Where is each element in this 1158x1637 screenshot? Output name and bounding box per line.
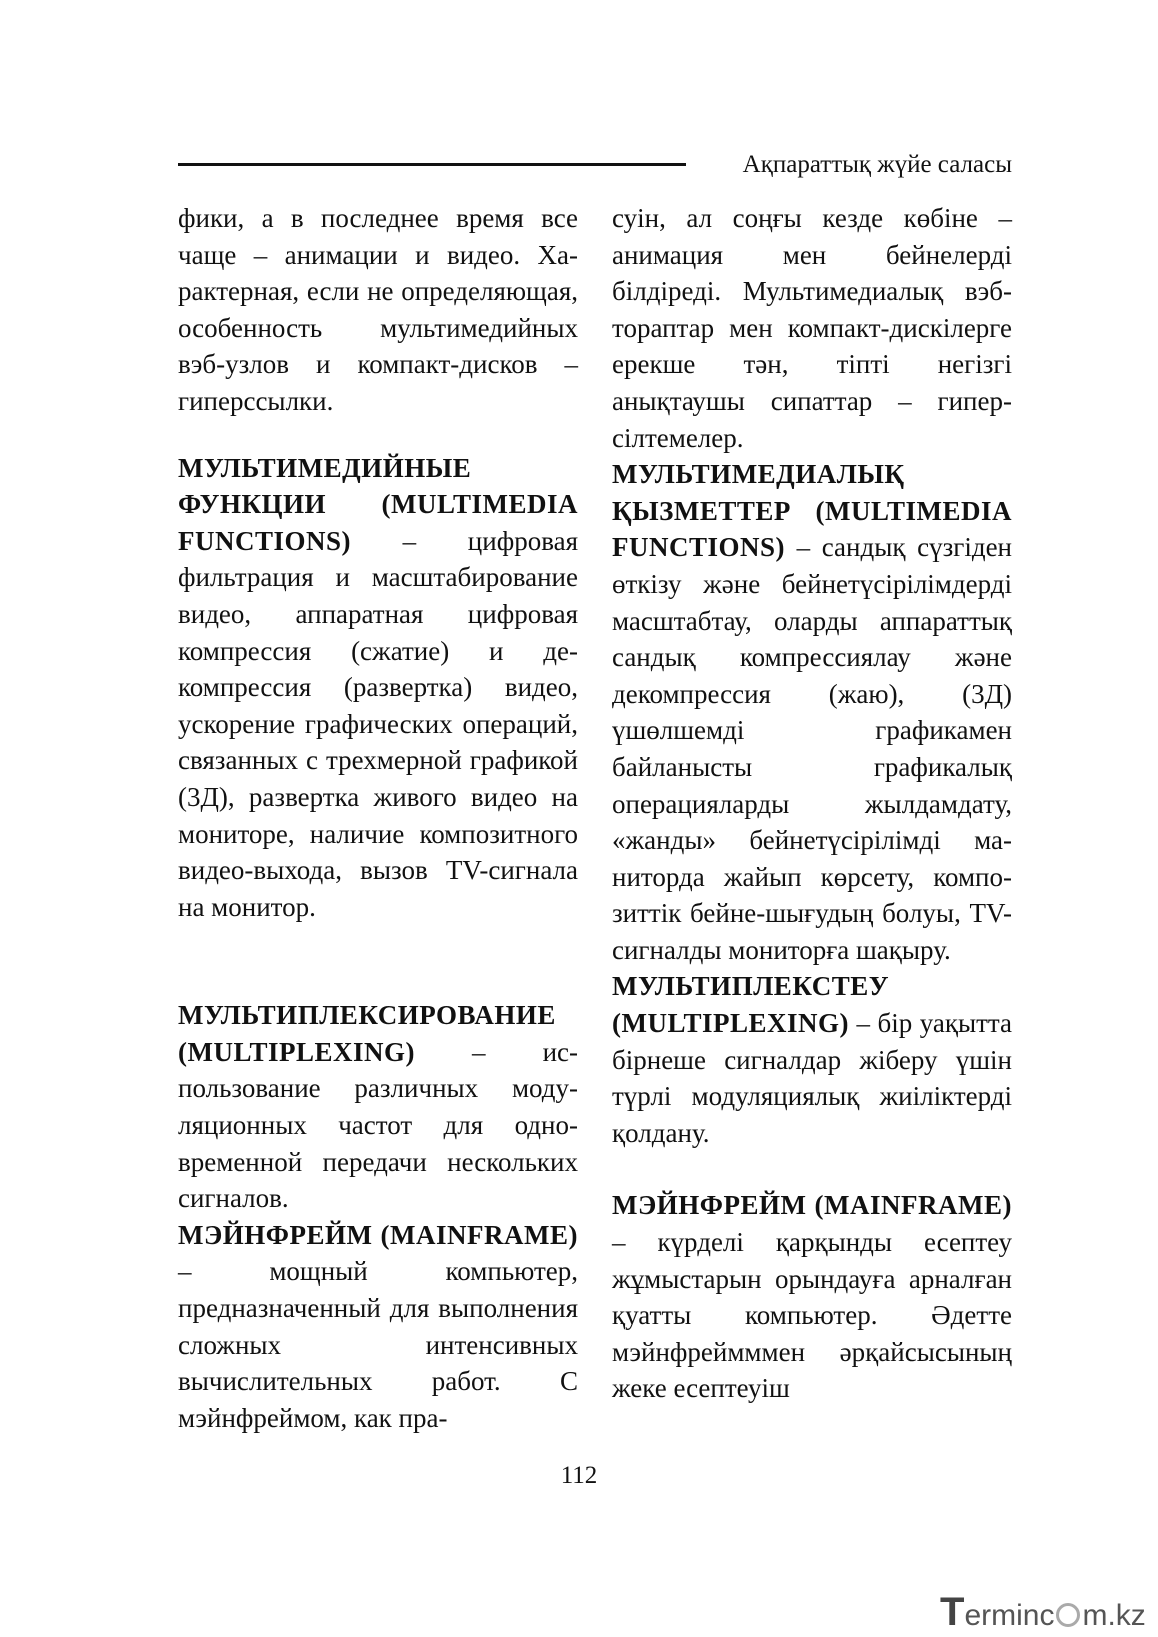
running-head — [178, 150, 1012, 180]
header-rule — [178, 163, 686, 166]
left-paragraph-continuation: фики, а в последнее время все чаще – анимации и видео. Характерная, если не определяющая, особенность мультимедийных вэб-узлов и компакт-дисков – гиперссылки. — [178, 203, 578, 416]
watermark-initial: T — [940, 1590, 965, 1634]
entry-term: МУЛЬТИПЛЕКСИРОВАНИЕ (MULTIPLEXING) — [178, 1000, 556, 1067]
right-entry-multiplexing — [612, 968, 1012, 1151]
right-entry-mainframe — [612, 1187, 1012, 1407]
watermark-logo — [940, 1590, 1146, 1635]
left-entry-multimedia-functions — [178, 450, 578, 926]
left-entry-multiplexing — [178, 997, 578, 1217]
right-column — [612, 200, 1012, 1407]
entry-definition: – мощный компьютер, предназначенный для выполнения сложных интенсивных вычислительных работ. С мэйнфреймом, как пра- — [178, 1256, 578, 1433]
page-number: 112 — [560, 1462, 598, 1489]
entry-term: МЭЙНФРЕЙМ (MAINFRAME) — [178, 1219, 578, 1250]
entry-term: МУЛЬТИМЕДИАЛЫҚ ҚЫЗМЕТТЕР (MULTIMEDIA FUNCTIONS) — [612, 459, 1012, 563]
entry-definition: – цифровая фильтрация и масштабирование видео, аппаратная цифровая компрессия (сжатие) и декомпрессия (развертка) видео, ускорение графических операций, связанных с трехмерной графикой (3Д), развертка живого видео на мониторе, наличие композитного видео-выхода, вызов TV-сигнала на монитор. — [178, 525, 578, 922]
left-column — [178, 200, 578, 1436]
entry-definition: – использование различных модуляционных частот для одновременной передачи нескольких сигналов. — [178, 1036, 578, 1214]
entry-definition: – бір уақытта бірнеше сигналдар жіберу үшін түрлі модуляциялық жиіліктерді қолдану. — [612, 1008, 1012, 1148]
entry-definition: – сандық сүзгіден өткізу және бейнетүсірілімдерді масштабтау, оларды аппараттық сандық компрессиялау және декомпрессия (жаю), (3Д) үшөлшемді графикамен байланысты графикалық операцияларды жылдамдату, «жанды» бейнетүсірілімді маниторда жайып көрсету, композиттік бейне-шығудың болуы, TV-сигналды мониторға шақыру. — [612, 532, 1012, 965]
right-paragraph-continuation: суін, ал соңғы кезде көбіне – анимация мен бейнелерді білдіреді. Мультимедиалық вэбтораптар мен компакт-дискілерге ерекше тән, тіпті негізгі анықтаушы сипаттар – гиперсілтемелер. — [612, 203, 1012, 453]
right-entry-multimedia-functions — [612, 456, 1012, 968]
left-entry-mainframe — [178, 1217, 578, 1437]
watermark-text-end: m.kz — [1082, 1599, 1146, 1632]
entry-definition: – күрделі қарқынды есептеу жұмыстарын орындауға арналған қуатты компьютер. Әдетте мэйнфреймммен әрқайсысының жеке есептеуіш — [612, 1227, 1012, 1404]
entry-term: МУЛЬТИМЕДИЙНЫЕ ФУНКЦИИ (MULTIMEDIA FUNCTIONS) — [178, 452, 578, 556]
entry-term: МЭЙНФРЕЙМ (MAINFRAME) — [612, 1190, 1012, 1221]
header-title: Ақпараттық жүйе саласы — [742, 151, 1012, 178]
watermark-text-mid: erminc — [964, 1599, 1055, 1632]
entry-term: МУЛЬТИПЛЕКСТЕУ (MULTIPLEXING) — [612, 971, 890, 1039]
magnifier-icon — [1056, 1603, 1080, 1627]
